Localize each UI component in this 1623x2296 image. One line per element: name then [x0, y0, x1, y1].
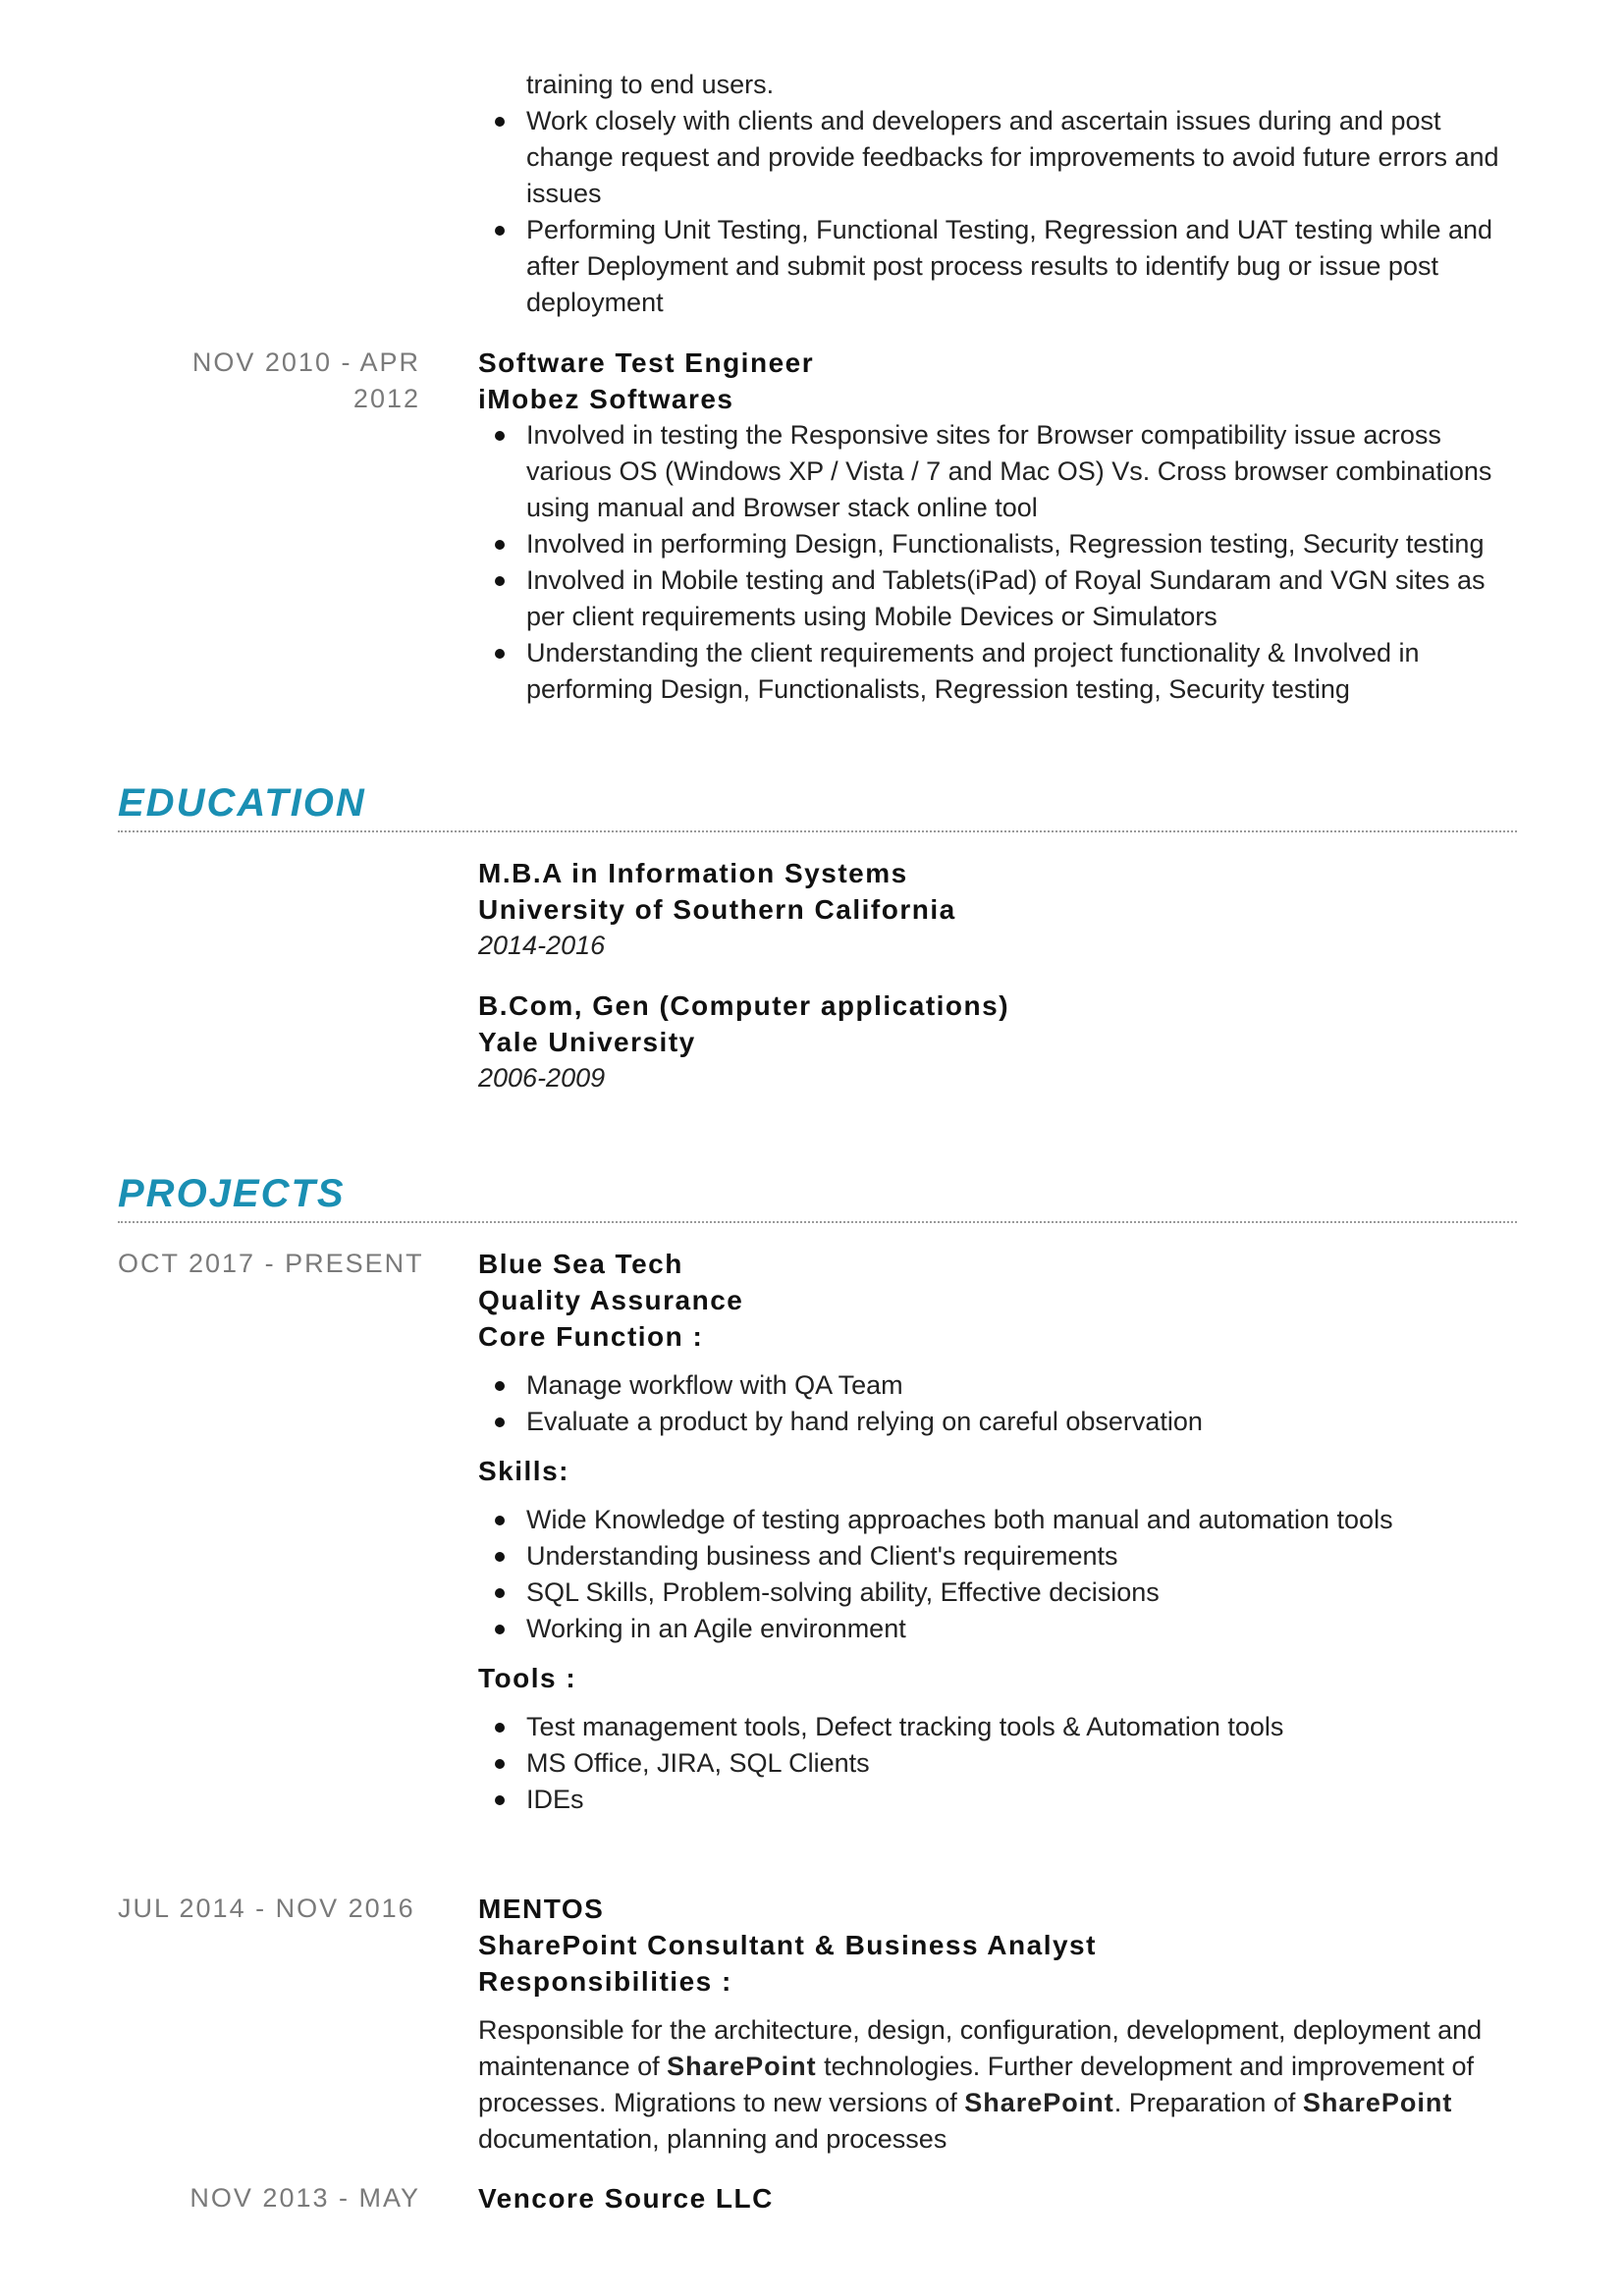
- list-item: Involved in Mobile testing and Tablets(iPad) of Royal Sundaram and VGN sites as per client requirements using Mobile Devices or Simulators: [478, 562, 1519, 635]
- education-heading: EDUCATION: [118, 781, 366, 825]
- project-date: JUL 2014 - NOV 2016: [118, 1894, 415, 1923]
- project-role: SharePoint Consultant & Business Analyst: [478, 1930, 1097, 1960]
- core-function-label: Core Function :: [478, 1321, 704, 1352]
- job-company: iMobez Softwares: [478, 384, 734, 414]
- skills-label: Skills:: [478, 1456, 569, 1486]
- education-entry: [478, 855, 1519, 964]
- list-item: MS Office, JIRA, SQL Clients: [478, 1745, 1519, 1782]
- job-title: Software Test Engineer: [478, 347, 815, 378]
- education-school: University of Southern California: [478, 894, 956, 925]
- education-years: 2014-2016: [478, 931, 606, 960]
- keyword: SharePoint: [1302, 2088, 1453, 2117]
- section-divider: [118, 830, 1517, 832]
- list-item: Work closely with clients and developers and ascertain issues during and post change request and provide feedbacks for improvements to avoid future errors and issues: [478, 103, 1519, 212]
- project-role: Quality Assurance: [478, 1285, 744, 1315]
- text-run: . Preparation of: [1113, 2088, 1303, 2117]
- text-run: documentation, planning and processes: [478, 2124, 947, 2154]
- project-name: MENTOS: [478, 1894, 605, 1924]
- education-years: 2006-2009: [478, 1063, 606, 1093]
- bullet-list: [478, 417, 1519, 708]
- list-item: Performing Unit Testing, Functional Testing, Regression and UAT testing while and after Deployment and submit post process results to identify bug or issue post deployment: [478, 212, 1519, 321]
- continued-bullet-text: training to end users.: [526, 70, 775, 99]
- list-item: SQL Skills, Problem-solving ability, Effective decisions: [478, 1575, 1519, 1611]
- education-degree: M.B.A in Information Systems: [478, 858, 908, 888]
- keyword: SharePoint: [964, 2088, 1114, 2117]
- list-item: Involved in testing the Responsive sites for Browser compatibility issue across various OS (Windows XP / Vista / 7 and Mac OS) Vs. Cross browser combinations using manual and Browser stack online tool: [478, 417, 1519, 526]
- job-date: [116, 345, 420, 417]
- list-item: Working in an Agile environment: [478, 1611, 1519, 1647]
- list-item: Manage workflow with QA Team: [478, 1367, 1519, 1404]
- keyword: SharePoint: [667, 2052, 817, 2081]
- list-item: Test management tools, Defect tracking tools & Automation tools: [478, 1709, 1519, 1745]
- job-date-line: NOV 2010 - APR: [191, 347, 420, 377]
- projects-heading: PROJECTS: [118, 1172, 346, 1215]
- list-item: Wide Knowledge of testing approaches both manual and automation tools: [478, 1502, 1519, 1538]
- job-date-line: 2012: [352, 384, 420, 413]
- list-item: IDEs: [478, 1782, 1519, 1818]
- bullet-list: [478, 103, 1519, 321]
- job-content: [478, 345, 1519, 708]
- tools-label: Tools :: [478, 1663, 577, 1693]
- list-item: Involved in performing Design, Functionalists, Regression testing, Security testing: [478, 526, 1519, 562]
- education-degree: B.Com, Gen (Computer applications): [478, 990, 1010, 1021]
- list-item: Understanding the client requirements and project functionality & Involved in performing Design, Functionalists, Regression testing, Security testing: [478, 635, 1519, 708]
- project-content: [478, 1246, 1519, 1818]
- project-name: Blue Sea Tech: [478, 1249, 683, 1279]
- text-run: technologies. Further development and improvement of processes. Migrations to new versions of: [478, 2052, 1475, 2117]
- project-content: [478, 1891, 1519, 2158]
- project-date: NOV 2013 - MAY: [189, 2183, 420, 2213]
- project-date: OCT 2017 - PRESENT: [118, 1249, 424, 1278]
- previous-job-bullets: [478, 67, 1519, 321]
- text-run: Responsible for the architecture, design, configuration, development, deployment and maintenance of: [478, 2015, 1483, 2081]
- list-item: Evaluate a product by hand relying on careful observation: [478, 1404, 1519, 1440]
- project-content: [478, 2180, 1519, 2216]
- list-item: Understanding business and Client's requirements: [478, 1538, 1519, 1575]
- core-function-list: [478, 1367, 1519, 1440]
- skills-list: [478, 1502, 1519, 1647]
- education-entry: [478, 988, 1519, 1096]
- project-name: Vencore Source LLC: [478, 2183, 774, 2214]
- education-school: Yale University: [478, 1027, 696, 1057]
- tools-list: [478, 1709, 1519, 1818]
- responsibilities-text: [478, 2012, 1489, 2158]
- responsibilities-label: Responsibilities :: [478, 1966, 732, 1997]
- section-divider: [118, 1221, 1517, 1223]
